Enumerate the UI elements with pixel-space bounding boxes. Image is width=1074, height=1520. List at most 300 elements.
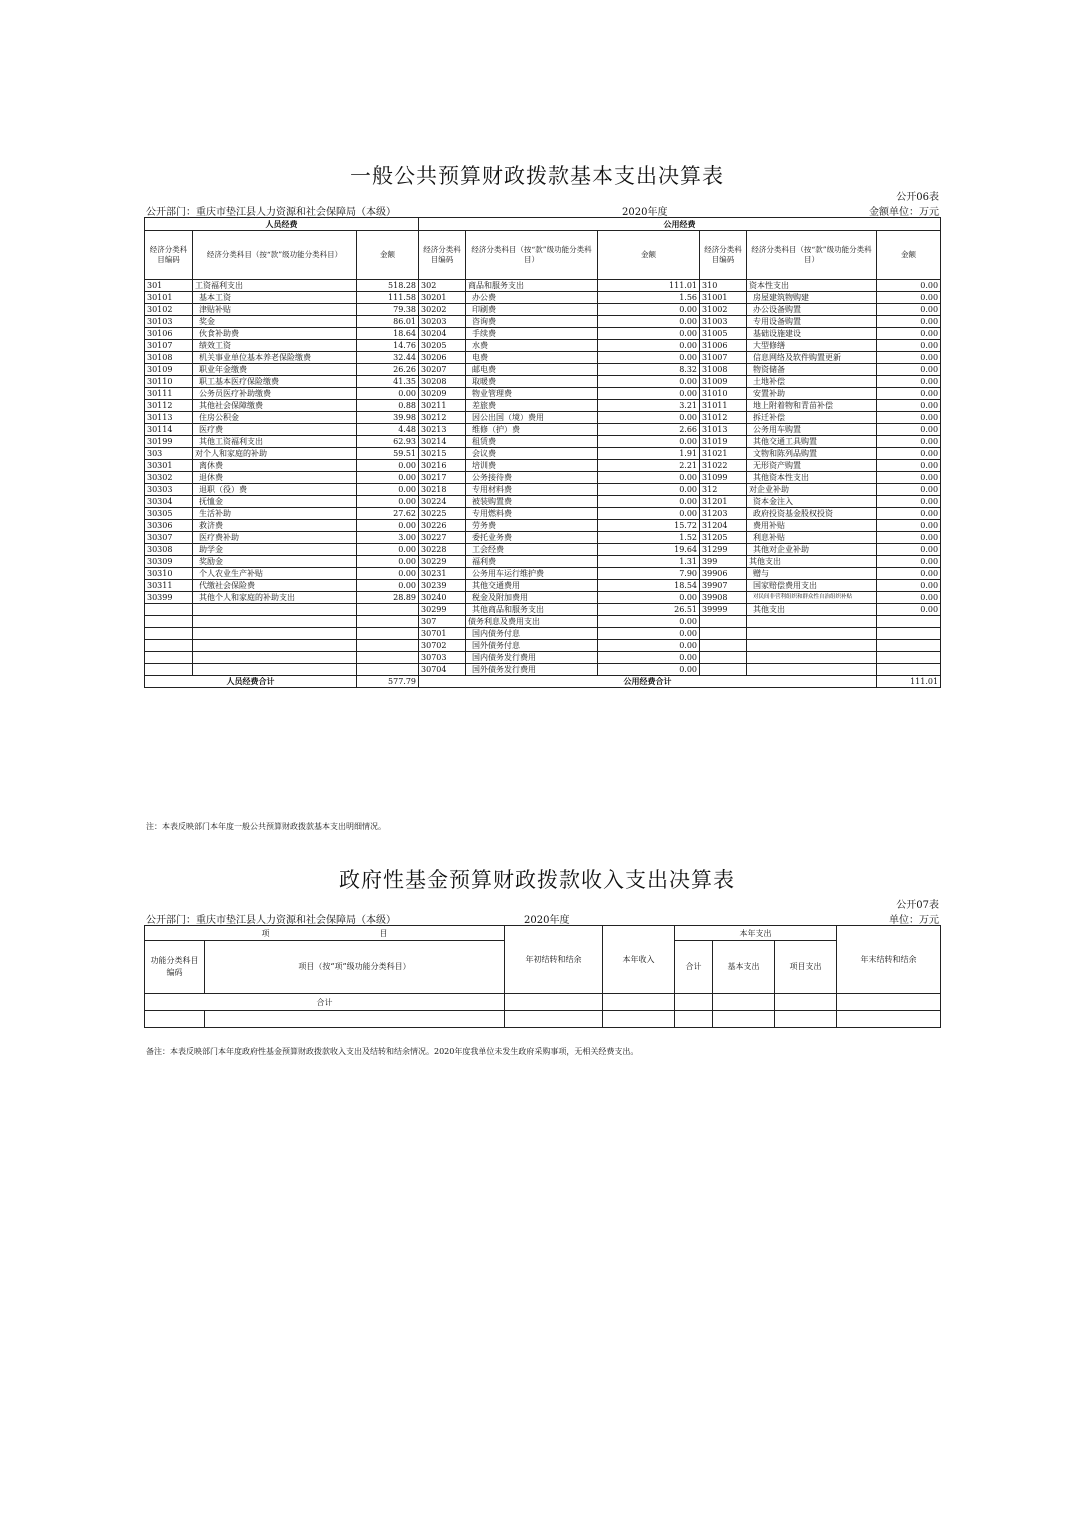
code-cell: 31002 [700, 304, 747, 316]
code-cell: 30703 [419, 652, 466, 664]
table1-note: 注：本表反映部门本年度一般公共预算财政拨款基本支出明细情况。 [146, 822, 386, 831]
name-cell: 其他工资福利支出 [193, 436, 357, 448]
name-cell: 维修（护）费 [466, 424, 598, 436]
amount-cell: 26.26 [357, 364, 419, 376]
header-expense-sum: 合计 [675, 941, 713, 994]
header-name: 经济分类科目（按“款”级功能分类科目） [747, 231, 877, 280]
code-cell: 30399 [145, 592, 193, 604]
name-cell: 劳务费 [466, 520, 598, 532]
name-cell: 利息补贴 [747, 532, 877, 544]
amount-cell: 1.31 [598, 556, 700, 568]
code-cell: 30201 [419, 292, 466, 304]
code-cell: 30303 [145, 484, 193, 496]
name-cell [193, 604, 357, 616]
code-cell: 31203 [700, 508, 747, 520]
code-cell: 303 [145, 448, 193, 460]
header-name: 经济分类科目（按“款”级功能分类科目） [466, 231, 598, 280]
name-cell: 政府投资基金股权投资 [747, 508, 877, 520]
name-cell [747, 628, 877, 640]
amount-cell: 0.00 [877, 424, 941, 436]
name-cell: 基础设施建设 [747, 328, 877, 340]
code-cell: 30224 [419, 496, 466, 508]
name-cell: 公务用车购置 [747, 424, 877, 436]
table2-title: 政府性基金预算财政拨款收入支出决算表 [339, 868, 735, 892]
amount-cell: 518.28 [357, 280, 419, 292]
table-row [145, 304, 941, 316]
code-cell: 31001 [700, 292, 747, 304]
name-cell: 住房公积金 [193, 412, 357, 424]
code-cell: 30302 [145, 472, 193, 484]
code-cell: 30199 [145, 436, 193, 448]
code-cell: 310 [700, 280, 747, 292]
name-cell: 福利费 [466, 556, 598, 568]
code-cell: 30310 [145, 568, 193, 580]
amount-cell: 79.38 [357, 304, 419, 316]
header-income: 本年收入 [603, 926, 675, 994]
code-cell [700, 664, 747, 676]
amount-cell: 0.00 [877, 364, 941, 376]
table1 [144, 217, 941, 688]
amount-cell [357, 652, 419, 664]
amount-cell: 19.64 [598, 544, 700, 556]
code-cell: 30204 [419, 328, 466, 340]
amount-cell [357, 616, 419, 628]
name-cell: 其他商品和服务支出 [466, 604, 598, 616]
name-cell: 退职（役）费 [193, 484, 357, 496]
table1-year: 2020年度 [622, 207, 668, 218]
code-cell: 30240 [419, 592, 466, 604]
code-cell: 30114 [145, 424, 193, 436]
amount-cell: 32.44 [357, 352, 419, 364]
code-cell: 30217 [419, 472, 466, 484]
amount-cell: 0.00 [877, 604, 941, 616]
code-cell: 30203 [419, 316, 466, 328]
code-cell: 31201 [700, 496, 747, 508]
header-function-code: 功能分类科目编码 [145, 941, 205, 994]
name-cell [747, 616, 877, 628]
amount-cell: 0.00 [877, 532, 941, 544]
table2-total-cell [505, 994, 603, 1011]
name-cell: 国内债务付息 [466, 628, 598, 640]
table-row [145, 364, 941, 376]
header-item-group [145, 926, 505, 941]
code-cell: 30202 [419, 304, 466, 316]
table2-note: 备注：本表反映部门本年度政府性基金预算财政拨款收入支出及结转和结余情况。2020年度我单位未发生政府采购事项，无相关经费支出。 [146, 1047, 639, 1056]
table-row [145, 496, 941, 508]
amount-cell: 0.00 [598, 304, 700, 316]
amount-cell: 111.01 [598, 280, 700, 292]
name-cell: 伙食补助费 [193, 328, 357, 340]
code-cell: 30304 [145, 496, 193, 508]
amount-cell: 0.00 [598, 496, 700, 508]
name-cell: 邮电费 [466, 364, 598, 376]
code-cell: 30218 [419, 484, 466, 496]
table-row [145, 484, 941, 496]
name-cell: 办公设备购置 [747, 304, 877, 316]
amount-cell: 0.00 [598, 340, 700, 352]
table2-year: 2020年度 [524, 915, 570, 926]
amount-cell: 0.00 [598, 376, 700, 388]
header-expense: 本年支出 [675, 926, 837, 941]
amount-cell: 0.00 [877, 316, 941, 328]
name-cell: 税金及附加费用 [466, 592, 598, 604]
name-cell: 安置补助 [747, 388, 877, 400]
name-cell: 其他支出 [747, 604, 877, 616]
code-cell: 30110 [145, 376, 193, 388]
name-cell: 资本金注入 [747, 496, 877, 508]
code-cell: 31003 [700, 316, 747, 328]
name-cell: 国家赔偿费用支出 [747, 580, 877, 592]
amount-cell: 0.00 [598, 484, 700, 496]
code-cell [145, 652, 193, 664]
name-cell: 因公出国（境）费用 [466, 412, 598, 424]
header-name: 经济分类科目（按“款”级功能分类科目） [193, 231, 357, 280]
header-project-expense: 项目支出 [775, 941, 837, 994]
amount-cell: 86.01 [357, 316, 419, 328]
amount-cell: 1.52 [598, 532, 700, 544]
table-row [145, 280, 941, 292]
code-cell: 31008 [700, 364, 747, 376]
code-cell: 31009 [700, 376, 747, 388]
amount-cell: 14.76 [357, 340, 419, 352]
table-row [145, 664, 941, 676]
header-code: 经济分类科目编码 [419, 231, 466, 280]
total-personnel-value: 577.79 [357, 676, 419, 688]
amount-cell: 0.00 [357, 484, 419, 496]
amount-cell: 0.00 [357, 520, 419, 532]
table-row [145, 328, 941, 340]
table2-empty-cell [145, 1011, 205, 1028]
amount-cell [357, 640, 419, 652]
name-cell: 职工基本医疗保险缴费 [193, 376, 357, 388]
table-row [145, 628, 941, 640]
name-cell: 职业年金缴费 [193, 364, 357, 376]
code-cell: 307 [419, 616, 466, 628]
amount-cell: 0.00 [598, 412, 700, 424]
name-cell: 差旅费 [466, 400, 598, 412]
name-cell: 赠与 [747, 568, 877, 580]
amount-cell: 0.00 [598, 352, 700, 364]
amount-cell: 0.00 [598, 616, 700, 628]
amount-cell: 0.00 [357, 460, 419, 472]
amount-cell: 0.00 [357, 472, 419, 484]
header-item-mu: 目 [379, 928, 388, 938]
table-row [145, 376, 941, 388]
header-code: 经济分类科目编码 [700, 231, 747, 280]
amount-cell: 0.00 [877, 556, 941, 568]
amount-cell: 0.00 [877, 328, 941, 340]
amount-cell: 26.51 [598, 604, 700, 616]
code-cell: 30109 [145, 364, 193, 376]
code-cell: 30299 [419, 604, 466, 616]
code-cell: 30106 [145, 328, 193, 340]
code-cell: 30226 [419, 520, 466, 532]
name-cell: 地上附着物和青苗补偿 [747, 400, 877, 412]
header-code: 经济分类科目编码 [145, 231, 193, 280]
amount-cell: 0.00 [877, 304, 941, 316]
name-cell: 房屋建筑物购建 [747, 292, 877, 304]
name-cell: 手续费 [466, 328, 598, 340]
name-cell: 费用补贴 [747, 520, 877, 532]
amount-cell: 0.00 [877, 568, 941, 580]
amount-cell: 0.00 [598, 664, 700, 676]
name-cell: 信息网络及软件购置更新 [747, 352, 877, 364]
amount-cell: 62.93 [357, 436, 419, 448]
table-row [145, 568, 941, 580]
name-cell: 公务接待费 [466, 472, 598, 484]
header-amount: 金额 [598, 231, 700, 280]
name-cell: 绩效工资 [193, 340, 357, 352]
name-cell: 无形资产购置 [747, 460, 877, 472]
code-cell: 31099 [700, 472, 747, 484]
amount-cell: 0.00 [877, 508, 941, 520]
code-cell: 30113 [145, 412, 193, 424]
name-cell: 资本性支出 [747, 280, 877, 292]
amount-cell: 3.21 [598, 400, 700, 412]
amount-cell: 1.91 [598, 448, 700, 460]
table2 [144, 925, 941, 1028]
name-cell: 公务用车运行维护费 [466, 568, 598, 580]
name-cell [193, 616, 357, 628]
code-cell: 31299 [700, 544, 747, 556]
code-cell [145, 604, 193, 616]
code-cell [145, 664, 193, 676]
header-begin-balance: 年初结转和结余 [505, 926, 603, 994]
code-cell: 39907 [700, 580, 747, 592]
header-project-name: 项目（按“项”级功能分类科目） [205, 941, 505, 994]
table-row [145, 520, 941, 532]
amount-cell: 0.88 [357, 400, 419, 412]
amount-cell: 41.35 [357, 376, 419, 388]
amount-cell: 0.00 [877, 472, 941, 484]
name-cell: 办公费 [466, 292, 598, 304]
name-cell [193, 664, 357, 676]
name-cell: 物业管理费 [466, 388, 598, 400]
name-cell: 物资储备 [747, 364, 877, 376]
code-cell: 30231 [419, 568, 466, 580]
name-cell: 国内债务发行费用 [466, 652, 598, 664]
code-cell: 30704 [419, 664, 466, 676]
amount-cell: 0.00 [598, 436, 700, 448]
code-cell: 31013 [700, 424, 747, 436]
code-cell: 301 [145, 280, 193, 292]
amount-cell: 0.00 [877, 412, 941, 424]
total-public-label: 公用经费合计 [419, 676, 877, 688]
code-cell: 30311 [145, 580, 193, 592]
table2-total-cell [775, 994, 837, 1011]
name-cell: 退休费 [193, 472, 357, 484]
group-personnel: 人员经费 [145, 218, 419, 231]
code-cell: 30207 [419, 364, 466, 376]
amount-cell: 0.00 [877, 580, 941, 592]
table1-dept: 公开部门：重庆市垫江县人力资源和社会保障局（本级） [146, 207, 396, 218]
amount-cell [877, 628, 941, 640]
amount-cell: 18.64 [357, 328, 419, 340]
table-row [145, 640, 941, 652]
amount-cell [357, 628, 419, 640]
code-cell: 30305 [145, 508, 193, 520]
table-row [145, 460, 941, 472]
amount-cell: 0.00 [598, 508, 700, 520]
code-cell [145, 628, 193, 640]
header-end-balance: 年末结转和结余 [837, 926, 941, 994]
table2-empty-cell [603, 1011, 675, 1028]
code-cell [700, 628, 747, 640]
code-cell: 30108 [145, 352, 193, 364]
table-row [145, 616, 941, 628]
amount-cell: 0.00 [877, 592, 941, 604]
table2-empty-cell [205, 1011, 505, 1028]
name-cell: 其他交通费用 [466, 580, 598, 592]
table2-empty-cell [775, 1011, 837, 1028]
amount-cell: 0.00 [877, 280, 941, 292]
amount-cell [877, 652, 941, 664]
amount-cell: 0.00 [877, 352, 941, 364]
code-cell [700, 640, 747, 652]
code-cell: 30205 [419, 340, 466, 352]
code-cell: 30112 [145, 400, 193, 412]
name-cell: 代缴社会保险费 [193, 580, 357, 592]
table-row [145, 580, 941, 592]
code-cell: 31205 [700, 532, 747, 544]
name-cell: 电费 [466, 352, 598, 364]
code-cell: 30309 [145, 556, 193, 568]
amount-cell: 39.98 [357, 412, 419, 424]
table-row [145, 352, 941, 364]
amount-cell: 0.00 [357, 556, 419, 568]
code-cell: 30212 [419, 412, 466, 424]
name-cell: 奖励金 [193, 556, 357, 568]
name-cell: 培训费 [466, 460, 598, 472]
amount-cell: 18.54 [598, 580, 700, 592]
table-row [145, 532, 941, 544]
table2-total-cell [603, 994, 675, 1011]
amount-cell: 0.00 [877, 388, 941, 400]
amount-cell: 2.21 [598, 460, 700, 472]
table-row [145, 448, 941, 460]
code-cell: 312 [700, 484, 747, 496]
name-cell: 国外债务发行费用 [466, 664, 598, 676]
code-cell: 39999 [700, 604, 747, 616]
amount-cell: 0.00 [877, 400, 941, 412]
amount-cell: 2.66 [598, 424, 700, 436]
code-cell: 30701 [419, 628, 466, 640]
amount-cell: 0.00 [877, 340, 941, 352]
code-cell [700, 652, 747, 664]
code-cell: 30103 [145, 316, 193, 328]
table2-total-cell [837, 994, 941, 1011]
table-row [145, 424, 941, 436]
table1-title: 一般公共预算财政拨款基本支出决算表 [350, 164, 724, 188]
table-row [145, 604, 941, 616]
name-cell: 医疗费补助 [193, 532, 357, 544]
code-cell: 39906 [700, 568, 747, 580]
name-cell: 津贴补贴 [193, 304, 357, 316]
amount-cell: 0.00 [357, 388, 419, 400]
name-cell: 商品和服务支出 [466, 280, 598, 292]
amount-cell: 8.32 [598, 364, 700, 376]
code-cell: 30308 [145, 544, 193, 556]
code-cell [145, 640, 193, 652]
table-row [145, 400, 941, 412]
amount-cell: 0.00 [357, 544, 419, 556]
table1-unit: 金额单位：万元 [869, 207, 939, 218]
header-item-xiang: 项 [261, 928, 270, 938]
code-cell: 30228 [419, 544, 466, 556]
name-cell: 咨询费 [466, 316, 598, 328]
name-cell: 救济费 [193, 520, 357, 532]
name-cell: 生活补助 [193, 508, 357, 520]
amount-cell: 0.00 [877, 544, 941, 556]
amount-cell: 0.00 [598, 328, 700, 340]
code-cell [700, 616, 747, 628]
name-cell: 国外债务付息 [466, 640, 598, 652]
code-cell: 30213 [419, 424, 466, 436]
name-cell: 会议费 [466, 448, 598, 460]
table-row [145, 388, 941, 400]
code-cell: 31007 [700, 352, 747, 364]
amount-cell: 15.72 [598, 520, 700, 532]
code-cell: 31204 [700, 520, 747, 532]
amount-cell: 0.00 [357, 568, 419, 580]
amount-cell: 59.51 [357, 448, 419, 460]
code-cell: 30215 [419, 448, 466, 460]
amount-cell: 0.00 [598, 388, 700, 400]
name-cell: 专用设备购置 [747, 316, 877, 328]
amount-cell: 0.00 [357, 496, 419, 508]
amount-cell [877, 640, 941, 652]
code-cell: 30239 [419, 580, 466, 592]
code-cell: 30111 [145, 388, 193, 400]
name-cell: 对民间非营利组织和群众性自治组织补贴 [747, 592, 877, 604]
code-cell: 30216 [419, 460, 466, 472]
name-cell: 对个人和家庭的补助 [193, 448, 357, 460]
name-cell: 拆迁补偿 [747, 412, 877, 424]
name-cell: 其他资本性支出 [747, 472, 877, 484]
code-cell: 31010 [700, 388, 747, 400]
name-cell: 其他支出 [747, 556, 877, 568]
code-cell: 30306 [145, 520, 193, 532]
name-cell: 机关事业单位基本养老保险缴费 [193, 352, 357, 364]
name-cell: 公务员医疗补助缴费 [193, 388, 357, 400]
header-amount: 金额 [877, 231, 941, 280]
name-cell: 委托业务费 [466, 532, 598, 544]
amount-cell: 0.00 [357, 580, 419, 592]
amount-cell: 0.00 [598, 628, 700, 640]
group-public: 公用经费 [419, 218, 941, 231]
amount-cell: 0.00 [877, 376, 941, 388]
name-cell: 其他社会保障缴费 [193, 400, 357, 412]
name-cell: 取暖费 [466, 376, 598, 388]
table2-total-label: 合计 [145, 994, 505, 1011]
amount-cell: 0.00 [877, 448, 941, 460]
name-cell: 土地补偿 [747, 376, 877, 388]
code-cell: 30208 [419, 376, 466, 388]
table-row [145, 316, 941, 328]
amount-cell: 0.00 [877, 460, 941, 472]
header-amount: 金额 [357, 231, 419, 280]
code-cell: 30229 [419, 556, 466, 568]
amount-cell: 0.00 [598, 652, 700, 664]
name-cell: 对企业补助 [747, 484, 877, 496]
name-cell: 医疗费 [193, 424, 357, 436]
amount-cell: 27.62 [357, 508, 419, 520]
name-cell: 离休费 [193, 460, 357, 472]
code-cell: 31005 [700, 328, 747, 340]
name-cell: 工资福利支出 [193, 280, 357, 292]
code-cell: 30307 [145, 532, 193, 544]
table-row [145, 472, 941, 484]
